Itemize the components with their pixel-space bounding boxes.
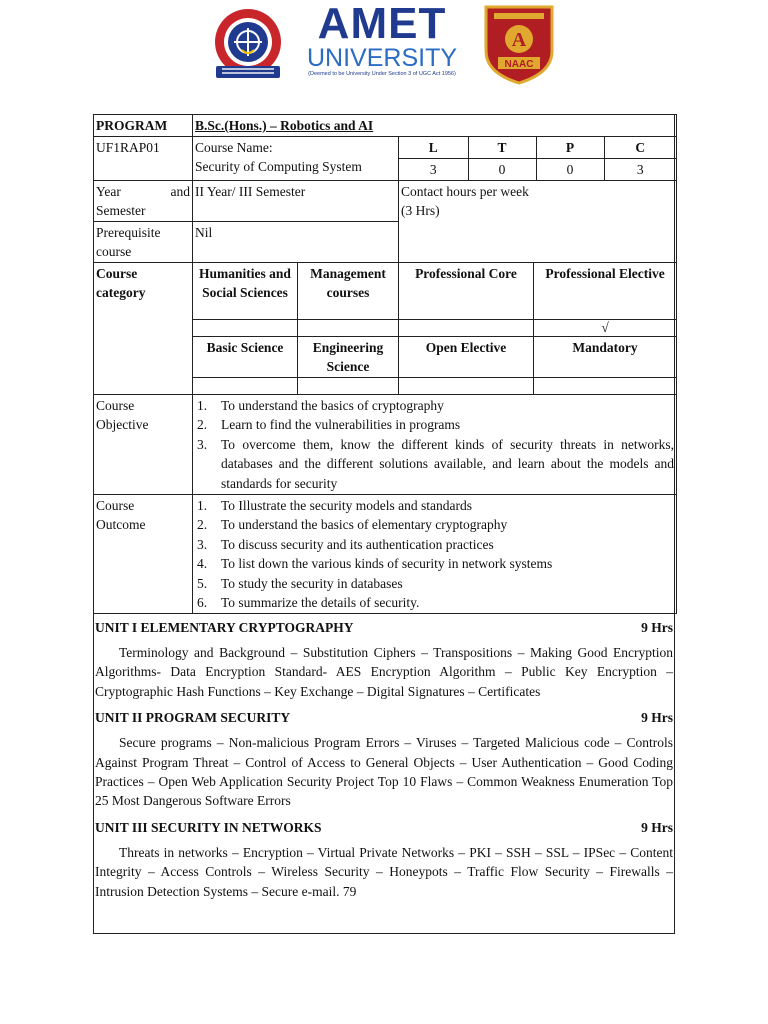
objective-item-num: 2.	[197, 417, 208, 433]
category-label-a: Course	[96, 266, 138, 281]
prerequisite-value: Nil	[193, 222, 399, 263]
unit-hours: 9 Hrs	[641, 819, 673, 835]
ltpc-value-l: 3	[399, 159, 468, 181]
ltpc-header-l: L	[399, 137, 468, 159]
outcome-row	[94, 495, 677, 614]
year-semester-label	[94, 181, 193, 222]
unit-block	[95, 708, 673, 811]
mark-open-elective	[399, 378, 534, 395]
ltpc-header-p: P	[536, 137, 604, 159]
and-label: and	[170, 184, 190, 199]
outcome-item-num: 5.	[197, 575, 208, 591]
unit-body: Secure programs – Non-malicious Program Errors – Viruses – Targeted Malicious code – Controls Against Program Threat – Control of Access to General Objects – User Authentication – Good Coding Practices – Open Web Application Security Project Top 10 Flaws – Common Weakness Enumeration Top 25 Most Dangerous Software Errors	[95, 735, 673, 809]
unit-title: UNIT I ELEMENTARY CRYPTOGRAPHY	[95, 620, 354, 635]
objective-row	[94, 395, 677, 495]
outcome-item-num: 4.	[197, 556, 208, 572]
units-section	[95, 618, 673, 908]
objective-label	[94, 395, 193, 495]
category-management: Management courses	[298, 263, 399, 320]
unit-body: Terminology and Background – Substitution Ciphers – Transpositions – Making Good Encryption Algorithms- Data Encryption Standard- AES Encryption Algorithm – Public Key Encryption – Cryptographic Hash Functions – Key Exchange – Digital Signatures – Certificates	[95, 645, 673, 699]
unit-body: Threats in networks – Encryption – Virtual Private Networks – PKI – SSH – SSL – IPSec – Content Integrity – Access Controls – Wireless Security – Honeypots – Traffic Flow Security – Firewalls – Intrusion Detection Systems – Secure e-mail. 79	[95, 844, 673, 899]
objective-item	[195, 415, 674, 434]
program-value-text: B.Sc.(Hons.) – Robotics and AI	[195, 118, 374, 133]
contact-hours-cell	[399, 181, 677, 263]
outcome-item-text: To list down the various kinds of security in network systems	[221, 556, 553, 572]
objective-item-text: To overcome them, know the different kinds of security threats in networks, databases and the different solutions available, and learn about the models and standards for security	[221, 436, 675, 491]
objective-item-text: To understand the basics of cryptography	[221, 398, 444, 413]
unit-title: UNIT III SECURITY IN NETWORKS	[95, 819, 322, 835]
outcome-label-b: Outcome	[96, 517, 146, 533]
outcome-item-text: To Illustrate the security models and standards	[221, 498, 472, 514]
category-row-1	[94, 263, 677, 320]
logo-university-word: UNIVERSITY	[306, 44, 458, 72]
category-professional-elective: Professional Elective	[534, 263, 677, 320]
mark-professional-core	[399, 320, 534, 337]
outcome-item-text: To understand the basics of elementary cryptography	[221, 517, 508, 533]
ltpc-cell	[399, 137, 677, 181]
program-value	[193, 115, 677, 137]
prerequisite-label-b: course	[96, 244, 132, 259]
objective-item-text: Learn to find the vulnerabilities in programs	[221, 417, 461, 433]
ltpc-value-p: 0	[536, 159, 604, 181]
outcome-label-a: Course	[96, 498, 135, 514]
category-engineering-science: Engineering Science	[298, 337, 399, 378]
program-label: PROGRAM	[94, 115, 193, 137]
objective-list	[195, 396, 674, 493]
outcome-item	[195, 535, 674, 554]
objective-list-cell	[193, 395, 677, 495]
syllabus-table	[93, 114, 677, 614]
category-humanities: Humanities and Social Sciences	[193, 263, 298, 320]
contact-hours-label: Contact hours per week	[401, 184, 529, 199]
outcome-item-num: 3.	[197, 536, 208, 552]
mark-professional-elective: √	[534, 320, 677, 337]
mark-humanities	[193, 320, 298, 337]
unit-heading	[95, 618, 673, 638]
outcome-list	[195, 496, 674, 612]
ltpc-value-t: 0	[468, 159, 536, 181]
outcome-item-num: 2.	[197, 517, 208, 533]
year-label: Year	[96, 184, 121, 199]
category-professional-core: Professional Core	[399, 263, 534, 320]
category-mandatory: Mandatory	[534, 337, 677, 378]
category-label	[94, 263, 193, 395]
objective-label-b: Objective	[96, 417, 149, 432]
outcome-item-num: 1.	[197, 498, 208, 514]
outcome-item-text: To discuss security and its authentication practices	[221, 536, 494, 552]
course-name: Security of Computing System	[195, 159, 362, 174]
objective-item	[195, 435, 674, 493]
mark-engineering-science	[298, 378, 399, 395]
year-semester-value: II Year/ III Semester	[193, 181, 399, 222]
category-basic-science: Basic Science	[193, 337, 298, 378]
objective-label-a: Course	[96, 398, 135, 413]
svg-text:A: A	[511, 29, 527, 51]
prerequisite-label	[94, 222, 193, 263]
naac-badge-logo	[482, 3, 556, 85]
ltpc-header-t: T	[468, 137, 536, 159]
course-row	[94, 137, 677, 181]
year-semester-row	[94, 181, 677, 222]
course-name-cell	[193, 137, 399, 181]
course-code: UF1RAP01	[94, 137, 193, 181]
outcome-item-num: 6.	[197, 595, 208, 611]
unit-heading	[95, 708, 673, 728]
objective-item-num: 3.	[197, 436, 208, 452]
outcome-item	[195, 554, 674, 573]
mark-management	[298, 320, 399, 337]
unit-block	[95, 818, 673, 901]
outcome-label	[94, 495, 193, 614]
unit-block	[95, 618, 673, 701]
header-logos	[0, 0, 768, 100]
amet-university-logo	[306, 2, 458, 82]
university-seal-logo	[208, 6, 288, 84]
ltpc-value-row	[399, 159, 676, 181]
unit-hours: 9 Hrs	[641, 710, 673, 726]
objective-item	[195, 396, 674, 415]
outcome-item	[195, 496, 674, 515]
outcome-item-text: To summarize the details of security.	[221, 595, 420, 611]
contact-hours-value: (3 Hrs)	[401, 203, 440, 218]
category-label-b: category	[96, 285, 146, 300]
svg-text:NAAC: NAAC	[504, 59, 534, 70]
unit-heading	[95, 818, 673, 838]
program-row	[94, 115, 677, 137]
unit-hours: 9 Hrs	[641, 620, 673, 635]
prerequisite-label-a: Prerequisite	[96, 225, 161, 240]
outcome-item-text: To study the security in databases	[221, 575, 403, 591]
outcome-item	[195, 574, 674, 593]
ltpc-table	[399, 137, 676, 180]
ltpc-value-c: 3	[604, 159, 676, 181]
semester-label: Semester	[96, 203, 146, 218]
logo-amet-word: AMET	[317, 0, 447, 48]
ltpc-header-row	[399, 137, 676, 159]
objective-item-num: 1.	[197, 398, 208, 413]
course-name-label: Course Name:	[195, 140, 273, 155]
mark-basic-science	[193, 378, 298, 395]
ltpc-header-c: C	[604, 137, 676, 159]
outcome-item	[195, 515, 674, 534]
logo-deemed-line: (Deemed to be University Under Section 3 of UGC Act 1956)	[308, 71, 456, 77]
unit-title: UNIT II PROGRAM SECURITY	[95, 710, 291, 726]
outcome-list-cell	[193, 495, 677, 614]
category-open-elective: Open Elective	[399, 337, 534, 378]
outcome-item	[195, 593, 674, 612]
mark-mandatory	[534, 378, 677, 395]
